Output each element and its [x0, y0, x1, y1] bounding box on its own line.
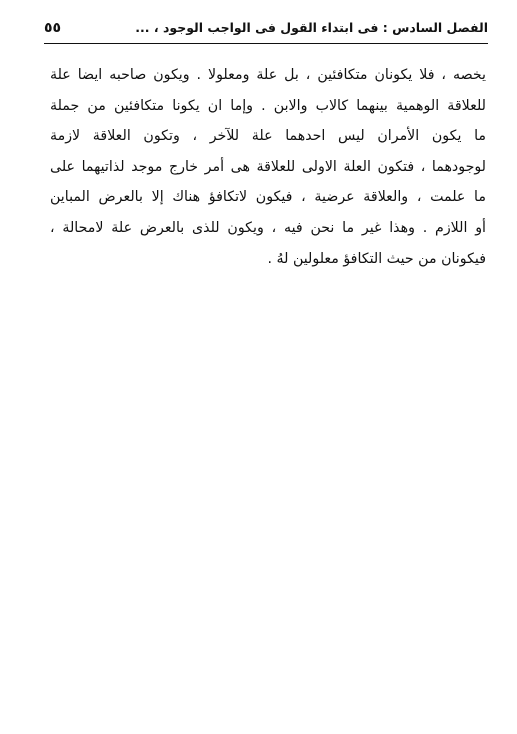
text-line: للعلاقة الوهمية بينهما كالاب والابن . وإما ان يكونا متكافئين من جملة — [50, 97, 486, 114]
running-header — [44, 18, 488, 38]
page-number: ٥٥ — [44, 20, 62, 36]
header-rule — [44, 43, 488, 44]
text-line: أو اللازم . وهذا غير ما نحن فيه ، ويكون للذى بالعرض علة لامحالة ، — [50, 219, 486, 236]
text-line: ما يكون الأمران ليس احدهما علة للآخر ، وتكون العلاقة لازمة — [50, 128, 486, 145]
body-paragraph — [50, 60, 486, 274]
text-line: فيكونان من حيث التكافؤ معلولين لهُ . — [267, 250, 486, 267]
text-line: ما علمت ، والعلاقة عرضية ، فيكون لاتكافؤ هناك إلا بالعرض المباين — [50, 189, 486, 206]
text-line: يخصه ، فلا يكونان متكافئين ، بل علة ومعلولا . ويكون صاحبه ايضا علة — [50, 67, 486, 83]
text-line: لوجودهما ، فتكون العلة الاولى للعلاقة هى أمر خارج موجد لذاتيهما على — [50, 158, 486, 175]
running-title: الفصل السادس : فى ابتداء القول فى الواجب الوجود ، ... — [135, 20, 488, 35]
